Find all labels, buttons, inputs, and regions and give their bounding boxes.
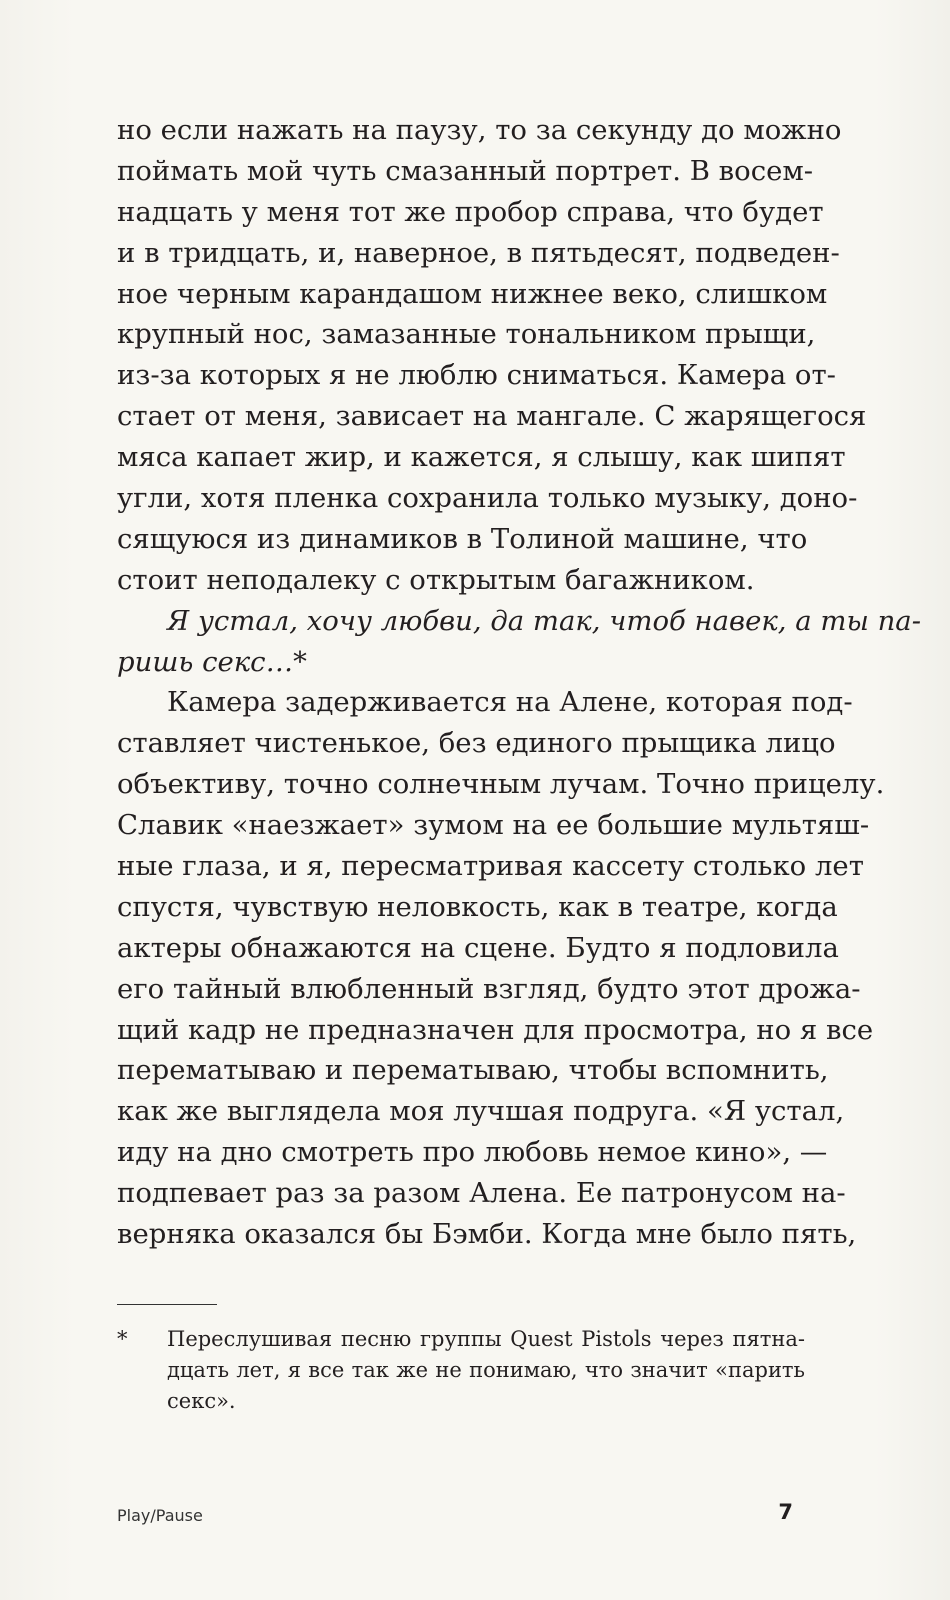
text-line: иду на дно смотреть про любовь немое кино», — [117, 1136, 828, 1169]
text-line: и в тридцать, и, наверное, в пятьдесят, подведен- [117, 236, 840, 269]
text-line: Славик «наезжает» зумом на ее большие мультяш- [117, 809, 870, 842]
text-line: ные глаза, и я, пересматривая кассету столько лет [117, 850, 864, 883]
song-lyric-line: ришь секс…* [117, 645, 307, 678]
text-line: поймать мой чуть смазанный портрет. В восем- [117, 154, 814, 187]
text-line: мяса капает жир, и кажется, я слышу, как шипят [117, 441, 846, 474]
text-line: верняка оказался бы Бэмби. Когда мне было пять, [117, 1218, 857, 1251]
text-line: объективу, точно солнечным лучам. Точно прицелу. [117, 768, 885, 801]
text-line: угли, хотя пленка сохранила только музыку, доно- [117, 482, 858, 515]
song-lyric-line: Я устал, хочу любви, да так, чтоб навек, а ты па- [167, 604, 921, 637]
text-line: из-за которых я не люблю сниматься. Камера от- [117, 359, 836, 392]
text-line: актеры обнажаются на сцене. Будто я подловила [117, 931, 839, 964]
footnote [117, 1324, 805, 1417]
text-line: как же выглядела моя лучшая подруга. «Я устал, [117, 1095, 845, 1128]
text-line: Камера задерживается на Алене, которая под- [167, 686, 853, 719]
text-line: ное черным карандашом нижнее веко, слишком [117, 277, 828, 310]
text-line: щий кадр не предназначен для просмотра, но я все [117, 1013, 874, 1046]
main-text [117, 110, 921, 1255]
text-line: крупный нос, замазанные тональником прыщи, [117, 318, 816, 351]
page-number: 7 [778, 1500, 793, 1524]
footnote-marker: * [117, 1327, 128, 1351]
running-title: Play/Pause [117, 1506, 203, 1525]
text-line: стоит неподалеку с открытым багажником. [117, 563, 755, 596]
text-line: но если нажать на паузу, то за секунду до можно [117, 114, 842, 146]
text-line: стает от меня, зависает на мангале. С жарящегося [117, 400, 867, 433]
footnote-text [167, 1324, 805, 1417]
footnote-divider [117, 1304, 217, 1305]
text-line: подпевает раз за разом Алена. Ее патронусом на- [117, 1177, 846, 1210]
text-line: его тайный влюбленный взгляд, будто этот дрожа- [117, 972, 861, 1005]
footnote-line: дцать лет, я все так же не понимаю, что значит «парить [167, 1358, 805, 1382]
footnote-line: Переслушивая песню группы Quest Pistols через пятна- [167, 1327, 805, 1351]
text-line: сящуюся из динамиков в Толиной машине, что [117, 522, 808, 555]
footnote-line: секс». [167, 1389, 236, 1413]
text-line: перематываю и перематываю, чтобы вспомнить, [117, 1054, 829, 1087]
text-line: спустя, чувствую неловкость, как в театре, когда [117, 890, 838, 923]
text-line: ставляет чистенькое, без единого прыщика лицо [117, 727, 836, 760]
text-line: надцать у меня тот же пробор справа, что будет [117, 195, 824, 228]
